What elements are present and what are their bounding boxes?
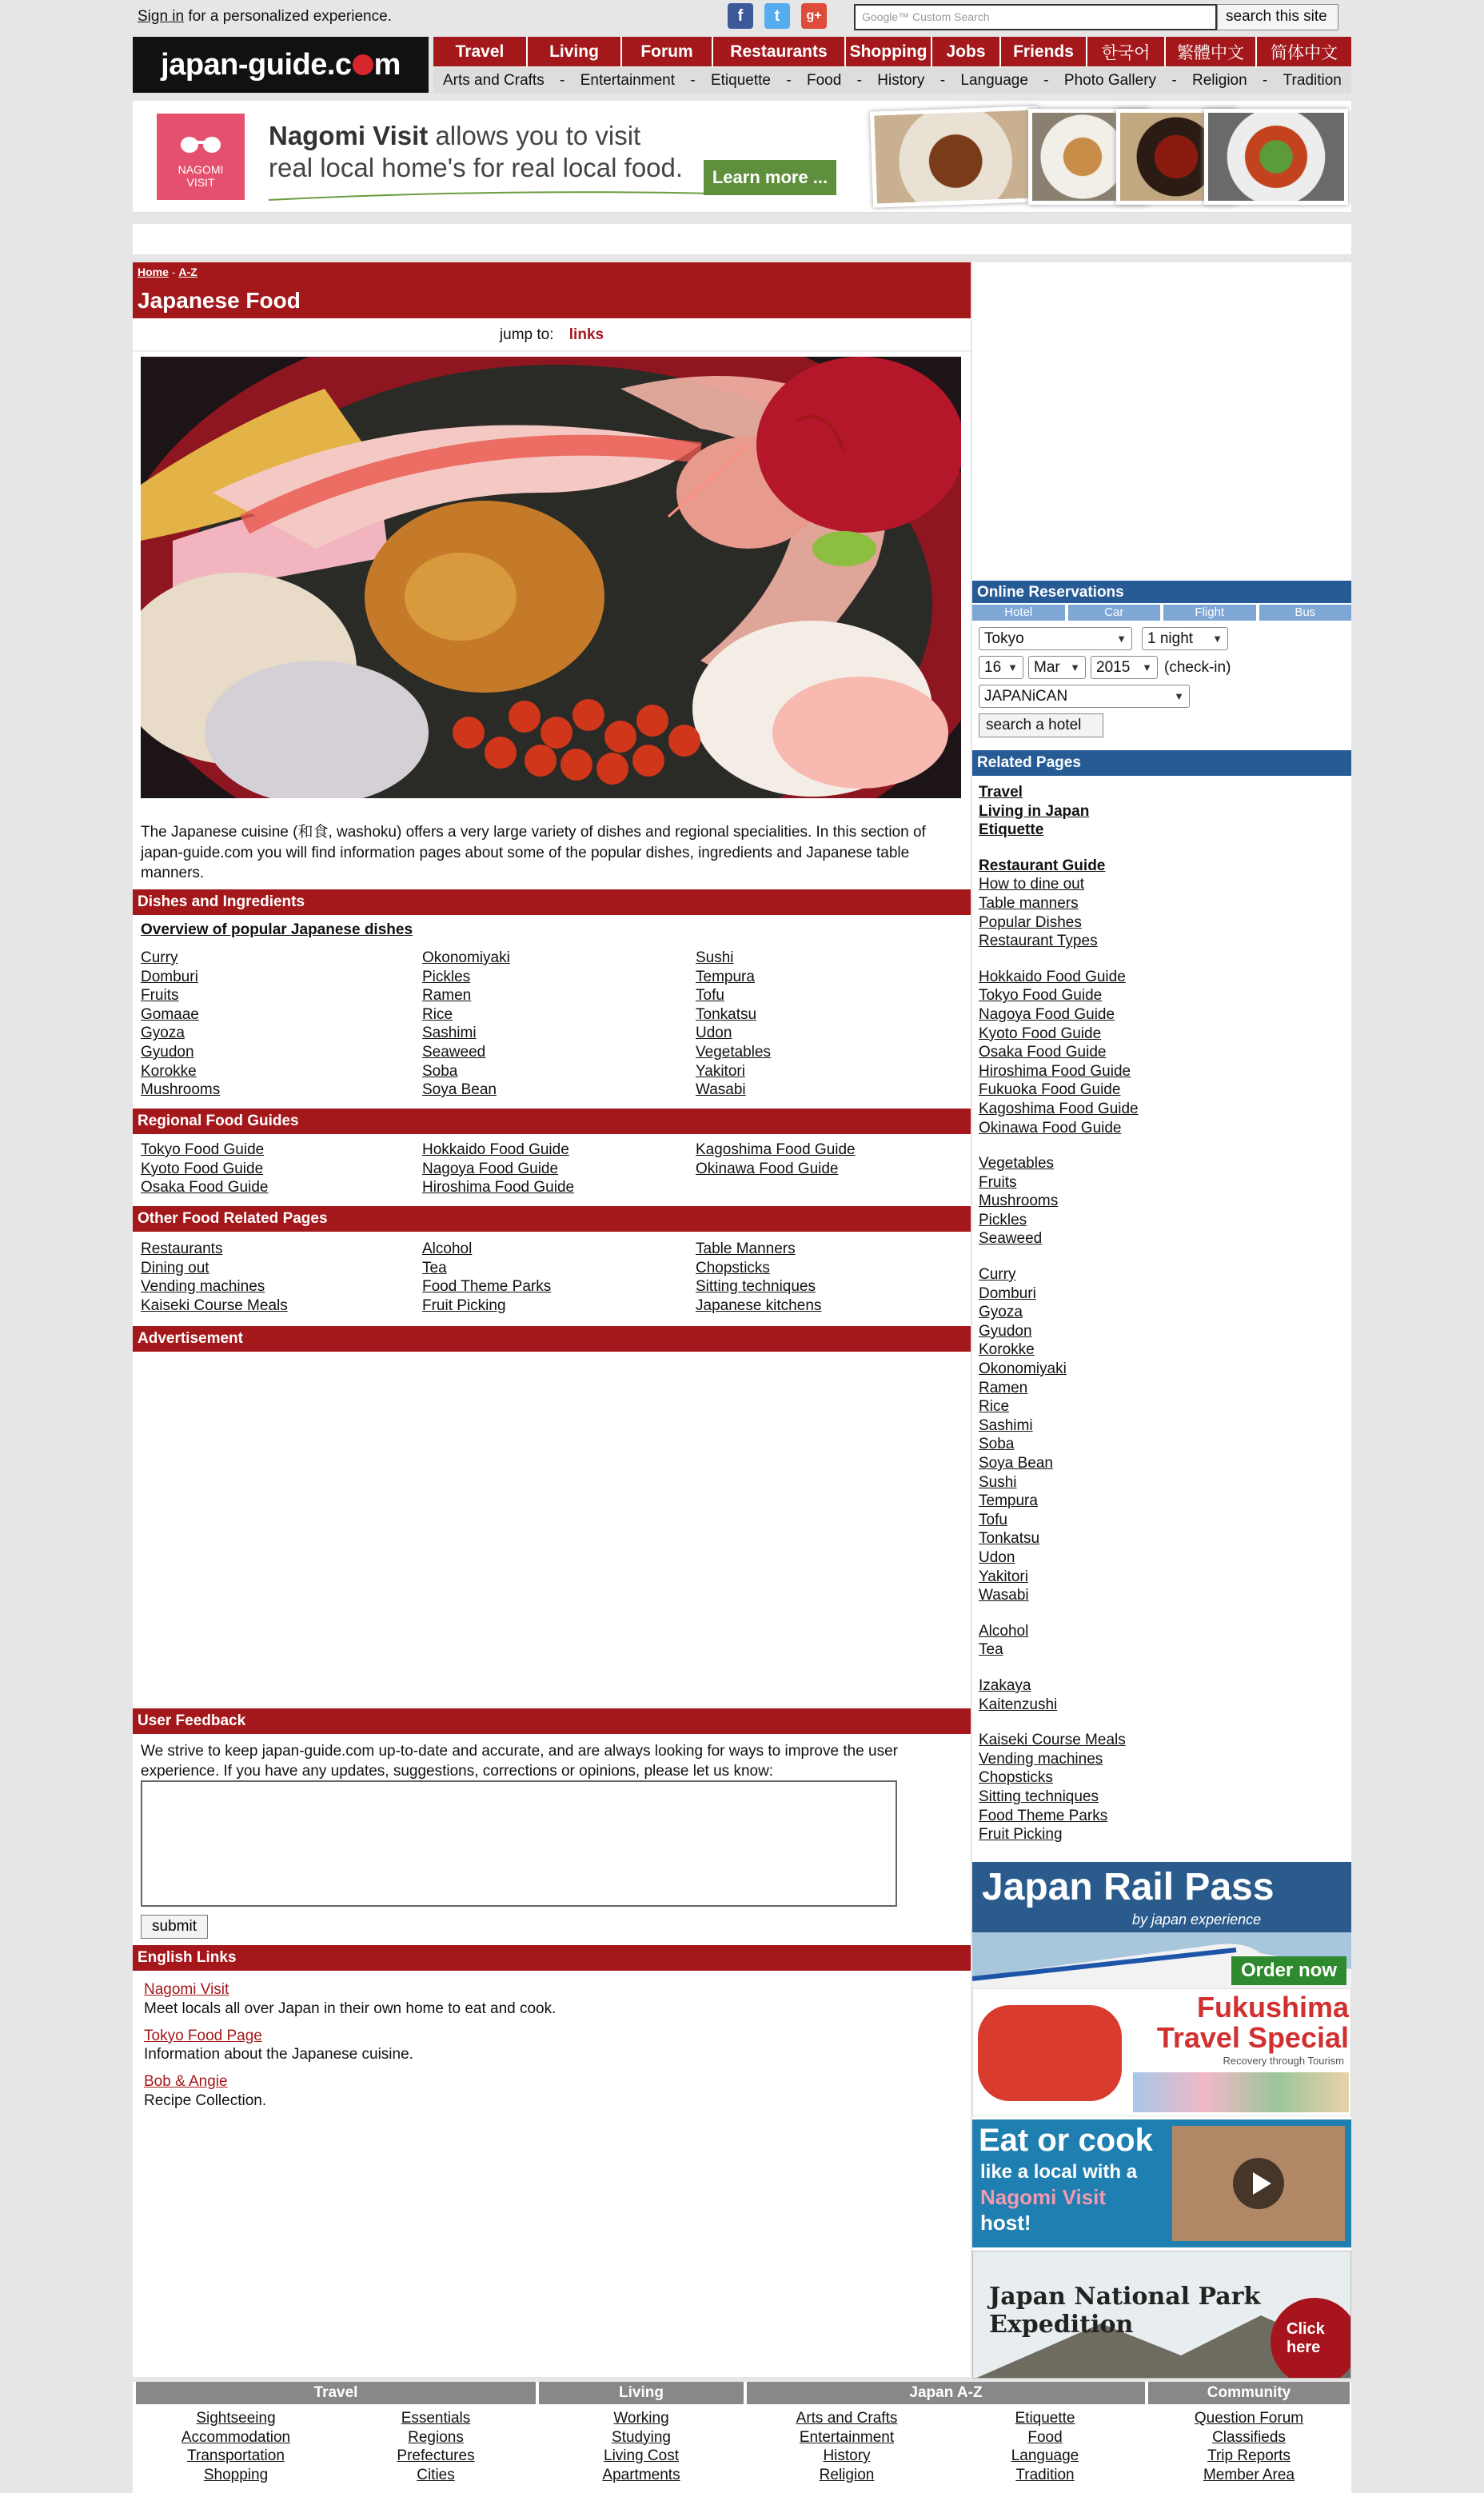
subnav-sep: - [690, 71, 696, 89]
footer-link[interactable]: Working [613, 2410, 669, 2427]
footer-living-col [539, 2409, 744, 2484]
jrpass-by: by japan experience [1132, 1912, 1262, 1928]
banner-brand: Nagomi Visit [269, 121, 429, 150]
footer-travel-col-2 [336, 2409, 536, 2484]
footer-community-col [1148, 2409, 1350, 2484]
footer-link[interactable]: Transportation [187, 2447, 285, 2465]
related-link[interactable]: Okinawa Food Guide [979, 1119, 1122, 1137]
related-link[interactable]: Rice [979, 1398, 1010, 1416]
city-select[interactable] [979, 627, 1132, 650]
footer-az-header: Japan A-Z [747, 2382, 1145, 2404]
english-link-item [144, 2072, 967, 2111]
regional-link[interactable]: Kagoshima Food Guide [696, 1141, 856, 1158]
dish-link[interactable]: Yakitori [696, 1062, 745, 1080]
english-link-title[interactable]: Nagomi Visit [144, 1981, 229, 1998]
chevron-down-icon: ▼ [1212, 633, 1223, 645]
related-link[interactable]: Soba [979, 1436, 1015, 1453]
year-select[interactable] [1091, 656, 1158, 679]
reservations-header: Online Reservations [972, 581, 1351, 603]
related-link[interactable]: Udon [979, 1548, 1015, 1566]
regional-col-2 [422, 1141, 574, 1197]
hero-illustration [141, 357, 961, 798]
related-group [979, 1154, 1346, 1248]
dish-link[interactable]: Domburi [141, 968, 198, 985]
footer-link[interactable]: Cities [417, 2466, 455, 2483]
regional-col-1 [141, 1141, 268, 1197]
click-here-button[interactable] [1271, 2298, 1351, 2379]
related-link[interactable]: Seaweed [979, 1230, 1043, 1248]
related-link[interactable]: Kaiseki Course Meals [979, 1732, 1126, 1749]
nagomi-banner[interactable] [133, 101, 1351, 213]
footer-living-header: Living [539, 2382, 744, 2404]
dish-link[interactable]: Udon [696, 1025, 732, 1042]
section-regional-header: Regional Food Guides [133, 1109, 971, 1134]
akabeko-icon [978, 2005, 1122, 2101]
related-link[interactable]: Domburi [979, 1284, 1036, 1302]
banner-swoosh [269, 189, 716, 205]
section-other-header: Other Food Related Pages [133, 1206, 971, 1232]
other-link[interactable]: Kaiseki Course Meals [141, 1296, 288, 1314]
nav-simp-chinese[interactable]: 简体中文 [1271, 43, 1338, 62]
other-link[interactable]: Japanese kitchens [696, 1296, 822, 1314]
banner-line1: allows you to visit [428, 121, 641, 150]
related-group [979, 783, 1346, 840]
related-link[interactable]: Travel [979, 784, 1023, 801]
nav-forum[interactable]: Forum [622, 37, 713, 66]
related-link[interactable]: Yakitori [979, 1568, 1028, 1585]
other-link[interactable]: Chopsticks [696, 1259, 770, 1276]
site-logo[interactable] [133, 37, 429, 93]
fukushima-sub: Recovery through Tourism [1223, 2055, 1344, 2067]
other-link[interactable]: Vending machines [141, 1278, 265, 1296]
related-link[interactable]: Living in Japan [979, 802, 1090, 820]
park-line-2: Expedition [989, 2310, 1134, 2339]
dish-link[interactable]: Sashimi [422, 1025, 477, 1042]
logo-text-a: japan-guide.c [161, 47, 352, 82]
related-link[interactable]: Alcohol [979, 1622, 1029, 1640]
sidebar [972, 262, 1351, 2377]
jump-label: jump to: [499, 326, 554, 343]
eat-line-4: host! [980, 2211, 1031, 2235]
related-link[interactable]: Chopsticks [979, 1769, 1053, 1787]
footer-travel-col-1 [136, 2409, 336, 2484]
related-link[interactable]: Tempura [979, 1492, 1038, 1510]
dish-link[interactable]: Vegetables [696, 1043, 772, 1061]
sushi-hero-image [141, 357, 961, 798]
main-nav [433, 37, 1351, 66]
search-input[interactable]: Google™ Custom Search [854, 4, 1217, 30]
other-list [141, 1240, 964, 1316]
regional-link[interactable]: Osaka Food Guide [141, 1179, 269, 1197]
footer-link[interactable]: Prefectures [397, 2447, 475, 2465]
footer-link[interactable]: Apartments [602, 2466, 680, 2483]
footer [133, 2382, 1351, 2493]
learn-more-button[interactable]: Learn more ... [704, 160, 836, 195]
english-link-title[interactable]: Tokyo Food Page [144, 2027, 262, 2044]
subnav-sep: - [1171, 71, 1177, 89]
other-col-2 [422, 1240, 551, 1315]
day-select[interactable] [979, 656, 1023, 679]
related-link[interactable]: Etiquette [979, 821, 1044, 839]
related-link[interactable]: Gyoza [979, 1304, 1023, 1321]
related-pages-header: Related Pages [972, 750, 1351, 776]
regional-col-3 [696, 1141, 856, 1178]
subnav-food[interactable]: Food [806, 71, 842, 89]
nights-value: 1 night [1147, 629, 1194, 647]
regional-list [141, 1141, 964, 1198]
month-select[interactable] [1028, 656, 1086, 679]
other-col-1 [141, 1240, 288, 1315]
breadcrumb-az[interactable]: A-Z [178, 266, 197, 278]
fukushima-title-2: Travel Special [1156, 2020, 1349, 2054]
food-photos [860, 101, 1351, 213]
nav-shopping[interactable]: Shopping [846, 37, 932, 66]
regional-link[interactable]: Kyoto Food Guide [141, 1160, 264, 1177]
intro-text: The Japanese cuisine (和食, washoku) offers a very large variety of dishes and regional specialities. In this section of japan-guide.com you will find information pages about some of the popular dishes, ingredients and Japanese table manners. [141, 824, 926, 882]
other-col-3 [696, 1240, 821, 1315]
subnav-arts[interactable]: Arts and Crafts [443, 71, 545, 89]
regional-link[interactable]: Hokkaido Food Guide [422, 1141, 569, 1158]
fukushima-photos [1133, 2072, 1349, 2112]
eat-line-1: Eat or cook [979, 2123, 1153, 2158]
google-plus-icon[interactable]: g+ [801, 3, 827, 29]
dish-link[interactable]: Tofu [696, 987, 724, 1005]
related-link[interactable]: Kyoto Food Guide [979, 1025, 1102, 1042]
other-link[interactable]: Table Manners [696, 1241, 796, 1257]
related-link[interactable]: Table manners [979, 894, 1079, 912]
dish-link[interactable]: Tonkatsu [696, 1005, 757, 1023]
related-link[interactable]: Soya Bean [979, 1455, 1053, 1472]
related-link[interactable]: Hokkaido Food Guide [979, 968, 1126, 985]
related-link[interactable]: Restaurant Types [979, 933, 1098, 950]
other-link[interactable]: Sitting techniques [696, 1278, 816, 1296]
dish-link[interactable]: Sushi [696, 949, 734, 966]
eat-line-2: like a local with a [980, 2161, 1138, 2183]
nav-travel[interactable]: Travel [433, 37, 528, 66]
chevron-down-icon: ▼ [1142, 661, 1152, 673]
related-link[interactable]: Wasabi [979, 1587, 1029, 1604]
jump-links-link[interactable]: links [568, 326, 604, 343]
related-link[interactable]: Osaka Food Guide [979, 1044, 1107, 1061]
subnav-sep: - [939, 71, 946, 89]
feedback-submit-button[interactable]: submit [141, 1915, 208, 1939]
jump-to [133, 318, 971, 352]
dishes-col-3 [696, 949, 771, 1100]
signin-link[interactable]: Sign in [138, 8, 185, 25]
dish-link[interactable]: Korokke [141, 1062, 197, 1080]
signin-prompt [138, 8, 392, 26]
sub-nav [433, 68, 1351, 93]
dish-link[interactable]: Fruits [141, 987, 179, 1005]
subnav-sep: - [1263, 71, 1268, 89]
subnav-sep: - [856, 71, 862, 89]
footer-link[interactable]: Classifieds [1212, 2428, 1286, 2446]
nagomi-eat-ad[interactable] [972, 2119, 1351, 2247]
footer-link[interactable]: Tradition [1015, 2466, 1075, 2483]
footer-link[interactable]: Food [1027, 2428, 1063, 2446]
regional-link[interactable]: Okinawa Food Guide [696, 1160, 839, 1177]
breadcrumb [133, 262, 971, 285]
blank-band [133, 224, 1351, 254]
logo-text-b: m [373, 47, 401, 82]
regional-link[interactable]: Hiroshima Food Guide [422, 1179, 575, 1197]
nav-jobs[interactable]: Jobs [932, 37, 1001, 66]
related-link[interactable]: Sushi [979, 1473, 1017, 1491]
footer-link[interactable]: Essentials [401, 2410, 471, 2427]
section-advertisement-header: Advertisement [133, 1326, 971, 1352]
order-now-button[interactable]: Order now [1231, 1956, 1346, 1985]
day-value: 16 [984, 658, 1002, 676]
related-link[interactable]: Gyudon [979, 1322, 1032, 1340]
main-content [133, 262, 971, 2377]
tab-flight[interactable]: Flight [1163, 605, 1256, 621]
related-link[interactable]: How to dine out [979, 876, 1085, 893]
dish-link[interactable]: Seaweed [422, 1043, 486, 1061]
related-group [979, 1265, 1346, 1605]
park-line-1: Japan National Park [989, 2283, 1261, 2311]
footer-link[interactable]: Trip Reports [1207, 2447, 1291, 2465]
subnav-religion[interactable]: Religion [1192, 71, 1247, 89]
banner-text [269, 120, 683, 183]
logo-dot-icon [353, 54, 373, 75]
subnav-tradition[interactable]: Tradition [1283, 71, 1342, 89]
english-link-desc: Meet locals all over Japan in their own home to eat and cook. [144, 2000, 556, 2017]
glasses-icon [179, 131, 222, 155]
nights-select[interactable] [1142, 627, 1228, 650]
related-group [979, 1676, 1346, 1714]
chevron-down-icon: ▼ [1174, 690, 1184, 702]
subnav-sep: - [786, 71, 792, 89]
footer-link[interactable]: Arts and Crafts [796, 2410, 898, 2427]
related-link[interactable]: Kaitenzushi [979, 1696, 1058, 1713]
footer-link[interactable]: Studying [612, 2428, 671, 2446]
search-button[interactable]: search this site [1217, 4, 1338, 30]
chevron-down-icon: ▼ [1116, 633, 1127, 645]
fukushima-title-1: Fukushima [1196, 1991, 1349, 2024]
dish-link[interactable]: Mushrooms [141, 1081, 221, 1099]
food-photo [870, 106, 1041, 207]
reservations-tabs [972, 605, 1351, 621]
related-link[interactable]: Food Theme Parks [979, 1807, 1108, 1824]
overview-dishes-link[interactable]: Overview of popular Japanese dishes [141, 921, 413, 938]
fukushima-ad[interactable] [972, 1988, 1351, 2116]
dishes-list [141, 949, 964, 1101]
search-hotel-button[interactable]: search a hotel [979, 713, 1103, 737]
related-link[interactable]: Curry [979, 1266, 1016, 1284]
chevron-down-icon: ▼ [1070, 661, 1080, 673]
city-value: Tokyo [984, 629, 1024, 647]
dish-link[interactable]: Wasabi [696, 1081, 746, 1099]
year-value: 2015 [1096, 658, 1131, 676]
related-link[interactable]: Tonkatsu [979, 1530, 1040, 1548]
section-dishes-header: Dishes and Ingredients [133, 889, 971, 915]
section-feedback-header: User Feedback [133, 1708, 971, 1734]
subnav-language[interactable]: Language [960, 71, 1028, 89]
nagomi-logo [157, 114, 245, 200]
facebook-icon[interactable]: f [728, 3, 753, 29]
dish-link[interactable]: Okonomiyaki [422, 949, 510, 966]
related-group [979, 857, 1346, 951]
related-link[interactable]: Restaurant Guide [979, 857, 1106, 874]
related-link[interactable]: Fukuoka Food Guide [979, 1081, 1121, 1099]
english-link-desc: Recipe Collection. [144, 2091, 267, 2109]
breadcrumb-home[interactable]: Home [138, 266, 169, 278]
jrpass-title: Japan Rail Pass [982, 1866, 1275, 1908]
nav-restaurants[interactable]: Restaurants [713, 37, 846, 66]
footer-link[interactable]: Etiquette [1015, 2410, 1075, 2427]
english-link-item [144, 2027, 967, 2065]
english-links-list [144, 1980, 967, 2119]
video-thumbnail [1172, 2126, 1345, 2241]
dish-link[interactable]: Soba [422, 1062, 458, 1080]
dish-link[interactable]: Tempura [696, 968, 755, 985]
footer-travel-header: Travel [136, 2382, 536, 2404]
related-link[interactable]: Izakaya [979, 1676, 1031, 1694]
footer-link[interactable]: Sightseeing [196, 2410, 276, 2427]
footer-link[interactable]: Member Area [1203, 2466, 1295, 2483]
feedback-textarea[interactable] [141, 1780, 897, 1907]
footer-link[interactable]: History [823, 2447, 871, 2465]
twitter-icon[interactable]: t [764, 3, 790, 29]
food-photo [1204, 109, 1348, 205]
related-link[interactable]: Hiroshima Food Guide [979, 1062, 1131, 1080]
english-link-title[interactable]: Bob & Angie [144, 2073, 228, 2090]
related-link[interactable]: Vegetables [979, 1155, 1055, 1173]
footer-link[interactable]: Entertainment [799, 2428, 895, 2446]
dish-link[interactable]: Curry [141, 949, 178, 966]
dish-link[interactable]: Gyoza [141, 1025, 185, 1042]
related-link[interactable]: Tofu [979, 1511, 1007, 1528]
related-link[interactable]: Korokke [979, 1341, 1035, 1359]
signin-text: for a personalized experience. [188, 8, 392, 25]
park-cta-2: here [1287, 2339, 1321, 2356]
nav-korean[interactable]: 한국어 [1087, 37, 1166, 66]
footer-link[interactable]: Question Forum [1194, 2410, 1304, 2427]
related-link[interactable]: Okonomiyaki [979, 1360, 1067, 1378]
subnav-history[interactable]: History [877, 71, 925, 89]
related-link[interactable]: Pickles [979, 1211, 1027, 1229]
related-group [979, 1731, 1346, 1844]
month-value: Mar [1034, 658, 1060, 676]
other-link[interactable]: Fruit Picking [422, 1296, 506, 1314]
section-english-links-header: English Links [133, 1945, 971, 1971]
related-group [979, 968, 1346, 1137]
other-link[interactable]: Tea [422, 1259, 447, 1276]
related-link[interactable]: Fruits [979, 1173, 1017, 1191]
jrpass-ad[interactable] [972, 1862, 1351, 1990]
nav-friends[interactable]: Friends [1001, 37, 1087, 66]
dish-link[interactable]: Gyudon [141, 1043, 194, 1061]
english-link-item [144, 1980, 967, 2019]
related-link[interactable]: Nagoya Food Guide [979, 1005, 1115, 1023]
chevron-down-icon: ▼ [1007, 661, 1018, 673]
other-link[interactable]: Restaurants [141, 1241, 223, 1257]
footer-link[interactable]: Language [1011, 2447, 1079, 2465]
dishes-col-2 [422, 949, 510, 1100]
footer-az-col-2 [945, 2409, 1145, 2484]
breadcrumb-sep: - [171, 266, 176, 278]
nav-living[interactable]: Living [528, 37, 622, 66]
subnav-sep: - [1043, 71, 1049, 89]
related-link[interactable]: Tokyo Food Guide [979, 987, 1103, 1005]
dishes-col-1 [141, 949, 220, 1100]
play-icon[interactable] [1233, 2158, 1284, 2209]
tab-bus[interactable]: Bus [1259, 605, 1352, 621]
other-link[interactable]: Dining out [141, 1259, 209, 1276]
english-link-desc: Information about the Japanese cuisine. [144, 2046, 413, 2064]
related-link[interactable]: Sashimi [979, 1416, 1033, 1434]
subnav-etiquette[interactable]: Etiquette [710, 71, 771, 89]
checkin-label: (check-in) [1164, 659, 1231, 676]
other-link[interactable]: Alcohol [422, 1241, 473, 1257]
related-pages-list [979, 783, 1346, 1861]
regional-link[interactable]: Nagoya Food Guide [422, 1160, 559, 1177]
provider-select[interactable] [979, 685, 1190, 708]
related-link[interactable]: Kagoshima Food Guide [979, 1100, 1139, 1117]
footer-link[interactable]: Shopping [203, 2466, 269, 2483]
related-link[interactable]: Tea [979, 1641, 1003, 1659]
dish-link[interactable]: Gomaae [141, 1005, 199, 1023]
related-link[interactable]: Fruit Picking [979, 1826, 1063, 1844]
dish-link[interactable]: Pickles [422, 968, 471, 985]
footer-az-col-1 [747, 2409, 947, 2484]
related-link[interactable]: Popular Dishes [979, 913, 1082, 931]
nagomi-logo-line2: VISIT [186, 176, 215, 190]
related-group [979, 1622, 1346, 1660]
footer-community-header: Community [1148, 2382, 1350, 2404]
related-link[interactable]: Sitting techniques [979, 1788, 1099, 1805]
subnav-photo-gallery[interactable]: Photo Gallery [1063, 71, 1157, 89]
tab-car[interactable]: Car [1068, 605, 1161, 621]
regional-link[interactable]: Tokyo Food Guide [141, 1141, 265, 1158]
related-link[interactable]: Vending machines [979, 1750, 1103, 1768]
tab-hotel[interactable]: Hotel [972, 605, 1065, 621]
footer-link[interactable]: Religion [819, 2466, 875, 2483]
nav-trad-chinese[interactable]: 繁體中文 [1166, 37, 1257, 66]
other-link[interactable]: Food Theme Parks [422, 1278, 552, 1296]
footer-link[interactable]: Regions [408, 2428, 464, 2446]
related-link[interactable]: Mushrooms [979, 1193, 1059, 1210]
nagomi-logo-line1: NAGOMI [178, 163, 224, 176]
dish-link[interactable]: Ramen [422, 987, 472, 1005]
subnav-entertainment[interactable]: Entertainment [580, 71, 675, 89]
page-title: Japanese Food [133, 285, 971, 318]
provider-value: JAPANiCAN [984, 687, 1068, 705]
park-cta-1: Click [1287, 2320, 1325, 2338]
national-park-ad[interactable] [972, 2251, 1351, 2379]
dish-link[interactable]: Rice [422, 1005, 453, 1023]
feedback-text: We strive to keep japan-guide.com up-to-date and accurate, and are always looking for ways to improve the user experience. If you have any updates, suggestions, corrections or opinions, please let us know: [141, 1743, 898, 1780]
eat-line-3: Nagomi Visit [980, 2185, 1107, 2209]
top-strip [133, 0, 1351, 34]
related-link[interactable]: Ramen [979, 1379, 1028, 1396]
banner-line2: real local home's for real local food. [269, 152, 684, 182]
footer-link[interactable]: Accommodation [181, 2428, 291, 2446]
subnav-sep: - [560, 71, 565, 89]
footer-link[interactable]: Living Cost [604, 2447, 679, 2465]
dish-link[interactable]: Soya Bean [422, 1081, 497, 1099]
social-links [728, 3, 827, 29]
